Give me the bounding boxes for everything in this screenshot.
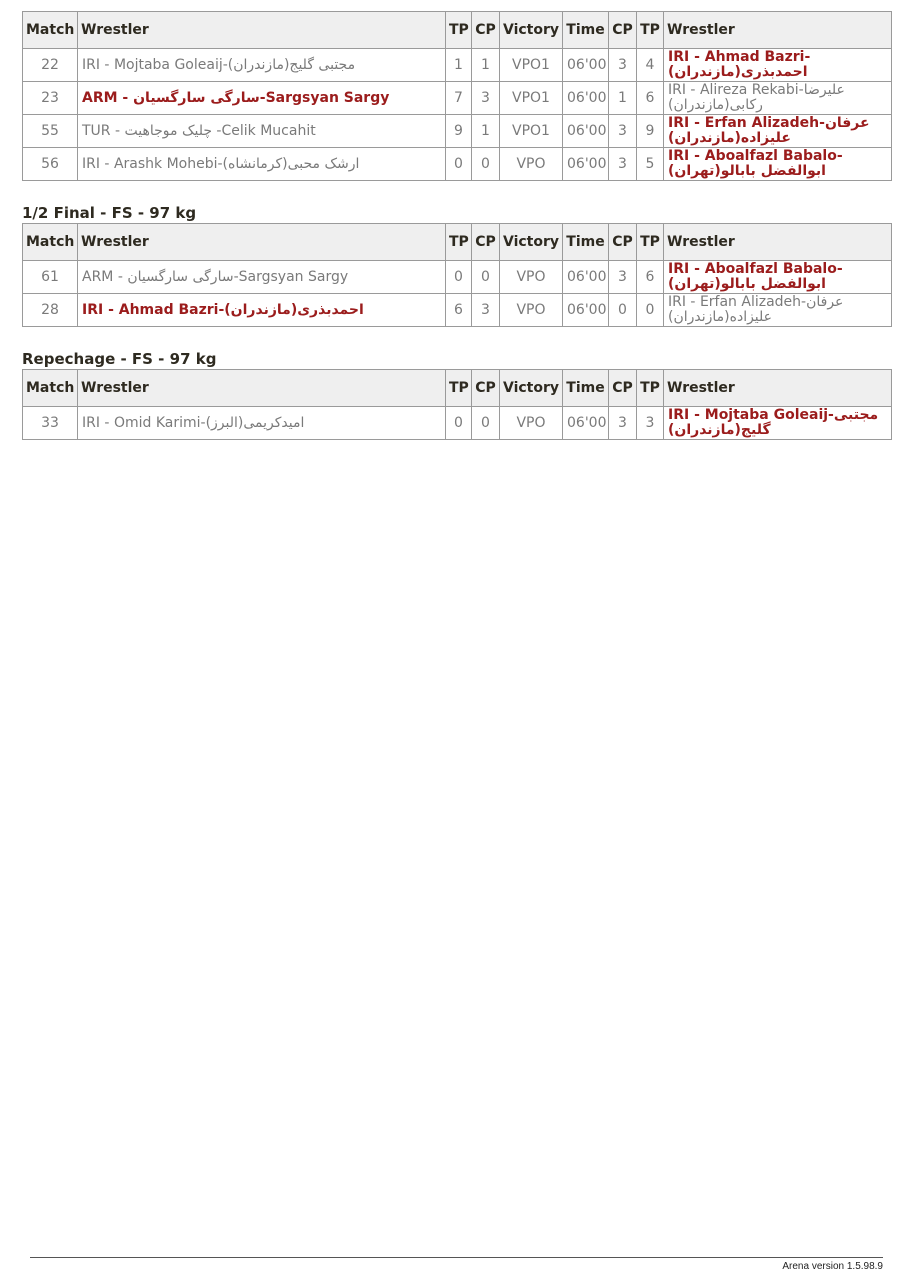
bout-row [23, 49, 892, 82]
column-header-tp: TP [446, 224, 472, 261]
version-label: Arena version 1.5.98.9 [782, 1261, 883, 1272]
column-header-cp: CP [472, 12, 500, 49]
footer-divider [30, 1257, 883, 1258]
match-number: 22 [23, 49, 78, 82]
bout-sections [22, 11, 891, 440]
tp-blue: 0 [637, 294, 664, 327]
wrestler-blue: IRI - Aboalfazl Babalo-ابوالفضل بابالو(تهران) [664, 261, 892, 294]
wrestler-red: IRI - Ahmad Bazri-احمدبذری(مازندران) [78, 294, 446, 327]
cp-blue: 0 [609, 294, 637, 327]
cp-red: 0 [472, 148, 500, 181]
wrestler-red: IRI - Arashk Mohebi-ارشک محبی(کرمانشاه) [78, 148, 446, 181]
column-header-cp2: CP [609, 370, 637, 407]
wrestler-blue: IRI - Alireza Rekabi-علیرضا رکابی(مازندران) [664, 82, 892, 115]
tp-blue: 6 [637, 261, 664, 294]
bout-time: 06'00 [563, 115, 609, 148]
tp-red: 0 [446, 407, 472, 440]
victory-type: VPO1 [500, 49, 563, 82]
cp-blue: 3 [609, 261, 637, 294]
column-header-time: Time [563, 12, 609, 49]
column-header-cp: CP [472, 370, 500, 407]
cp-blue: 1 [609, 82, 637, 115]
victory-type: VPO [500, 294, 563, 327]
cp-red: 0 [472, 261, 500, 294]
column-header-cp: CP [472, 224, 500, 261]
cp-blue: 3 [609, 49, 637, 82]
match-number: 23 [23, 82, 78, 115]
match-number: 55 [23, 115, 78, 148]
bouts-table [22, 369, 892, 440]
wrestler-blue: IRI - Aboalfazl Babalo-ابوالفضل بابالو(تهران) [664, 148, 892, 181]
bout-time: 06'00 [563, 49, 609, 82]
bout-time: 06'00 [563, 261, 609, 294]
column-header-victory: Victory [500, 12, 563, 49]
cp-red: 0 [472, 407, 500, 440]
bout-row [23, 407, 892, 440]
wrestler-red: IRI - Mojtaba Goleaij-مجتبی گلیج(مازندران) [78, 49, 446, 82]
column-header-cp2: CP [609, 224, 637, 261]
bout-row [23, 148, 892, 181]
match-number: 28 [23, 294, 78, 327]
column-header-time: Time [563, 370, 609, 407]
table-header-row [23, 224, 892, 261]
cp-red: 1 [472, 49, 500, 82]
tp-blue: 5 [637, 148, 664, 181]
cp-red: 3 [472, 82, 500, 115]
section-title: Repechage - FS - 97 kg [22, 350, 217, 368]
column-header-tp: TP [446, 370, 472, 407]
bouts-table [22, 223, 892, 327]
cp-red: 3 [472, 294, 500, 327]
wrestler-blue: IRI - Erfan Alizadeh-عرفان علیزاده(مازندران) [664, 294, 892, 327]
bout-row [23, 115, 892, 148]
column-header-wrestler2: Wrestler [664, 224, 892, 261]
column-header-match: Match [23, 370, 78, 407]
bout-time: 06'00 [563, 294, 609, 327]
wrestler-red: TUR - چلیک موجاهیت -Celik Mucahit [78, 115, 446, 148]
table-header-row [23, 370, 892, 407]
cp-blue: 3 [609, 407, 637, 440]
victory-type: VPO1 [500, 115, 563, 148]
column-header-cp2: CP [609, 12, 637, 49]
column-header-match: Match [23, 224, 78, 261]
bouts-table [22, 11, 892, 181]
bout-row [23, 294, 892, 327]
match-number: 33 [23, 407, 78, 440]
cp-blue: 3 [609, 115, 637, 148]
bout-row [23, 82, 892, 115]
victory-type: VPO [500, 261, 563, 294]
column-header-wrestler2: Wrestler [664, 370, 892, 407]
tp-blue: 9 [637, 115, 664, 148]
wrestler-red: ARM - سارگی سارگسیان-Sargsyan Sargy [78, 261, 446, 294]
cp-red: 1 [472, 115, 500, 148]
match-number: 61 [23, 261, 78, 294]
bout-time: 06'00 [563, 148, 609, 181]
column-header-wrestler2: Wrestler [664, 12, 892, 49]
section-spacer [22, 181, 891, 203]
bout-time: 06'00 [563, 82, 609, 115]
bout-row [23, 261, 892, 294]
tp-red: 6 [446, 294, 472, 327]
column-header-tp: TP [446, 12, 472, 49]
tp-red: 0 [446, 148, 472, 181]
column-header-tp2: TP [637, 224, 664, 261]
column-header-wrestler: Wrestler [78, 370, 446, 407]
wrestler-blue: IRI - Mojtaba Goleaij-مجتبی گلیج(مازندران) [664, 407, 892, 440]
bout-time: 06'00 [563, 407, 609, 440]
section-spacer [22, 327, 891, 349]
tp-red: 9 [446, 115, 472, 148]
column-header-match: Match [23, 12, 78, 49]
column-header-victory: Victory [500, 224, 563, 261]
wrestler-blue: IRI - Ahmad Bazri-احمدبذری(مازندران) [664, 49, 892, 82]
tp-blue: 6 [637, 82, 664, 115]
victory-type: VPO [500, 148, 563, 181]
wrestler-red: IRI - Omid Karimi-امیدکریمی(البرز) [78, 407, 446, 440]
column-header-wrestler: Wrestler [78, 12, 446, 49]
tp-blue: 3 [637, 407, 664, 440]
tp-blue: 4 [637, 49, 664, 82]
tp-red: 1 [446, 49, 472, 82]
column-header-tp2: TP [637, 12, 664, 49]
victory-type: VPO1 [500, 82, 563, 115]
match-number: 56 [23, 148, 78, 181]
cp-blue: 3 [609, 148, 637, 181]
tp-red: 0 [446, 261, 472, 294]
victory-type: VPO [500, 407, 563, 440]
column-header-wrestler: Wrestler [78, 224, 446, 261]
tp-red: 7 [446, 82, 472, 115]
section-title: 1/2 Final - FS - 97 kg [22, 204, 197, 222]
table-header-row [23, 12, 892, 49]
wrestler-blue: IRI - Erfan Alizadeh-عرفان علیزاده(مازندران) [664, 115, 892, 148]
wrestler-red: ARM - سارگی سارگسیان-Sargsyan Sargy [78, 82, 446, 115]
results-page [22, 11, 891, 440]
column-header-victory: Victory [500, 370, 563, 407]
column-header-tp2: TP [637, 370, 664, 407]
column-header-time: Time [563, 224, 609, 261]
